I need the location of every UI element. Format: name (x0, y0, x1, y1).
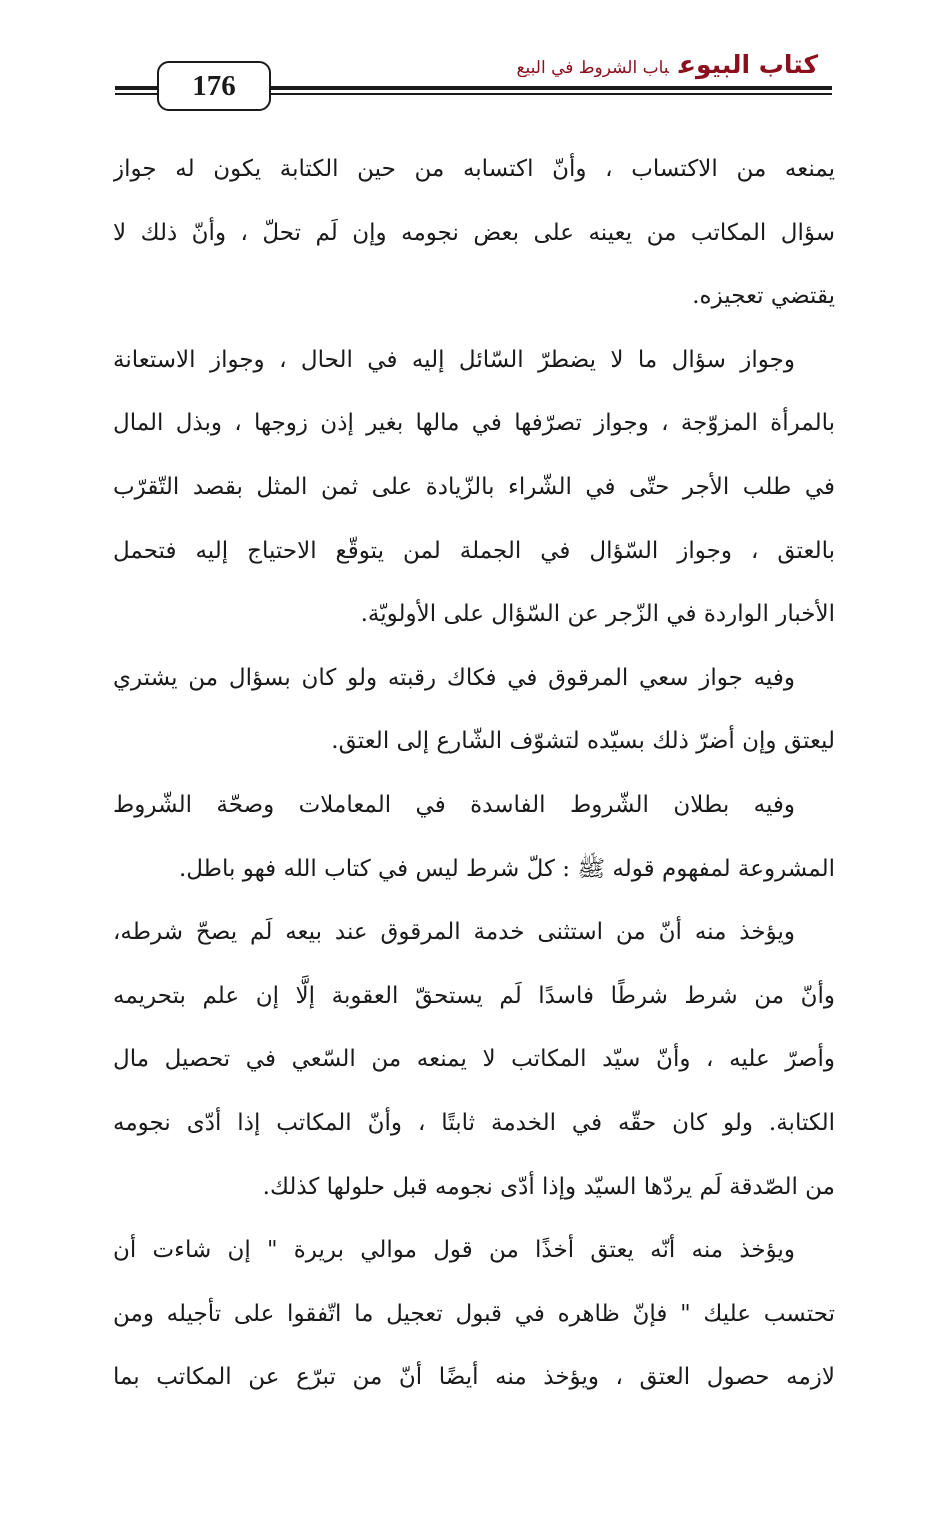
text-line: وجواز سؤال ما لا يضطرّ السّائل إليه في الحال ، وجواز الاستعانة (113, 346, 795, 373)
text-line: سؤال المكاتب من يعينه على بعض نجومه وإن لَم تحلّ ، وأنّ ذلك لا (113, 219, 835, 246)
page-number: 176 (192, 69, 236, 102)
text-line: يمنعه من الاكتساب ، وأنّ اكتسابه من حين الكتابة يكون له جواز (113, 156, 835, 182)
text-line: ليعتق وإن أضرّ ذلك بسيّده لتشوّف الشّارع إلى العتق. (331, 728, 835, 755)
text-line: من الصّدقة لَم يردّها السيّد وإذا أدّى نجومه قبل حلولها كذلك. (262, 1173, 835, 1200)
text-line: تحتسب عليك " فإنّ ظاهره في قبول تعجيل ما اتّفقوا على تأجيله ومن (113, 1300, 835, 1327)
text-line: وفيه بطلان الشّروط الفاسدة في المعاملات وصحّة الشّروط (113, 791, 795, 818)
chapter-title: باب الشروط في البيع (516, 58, 669, 78)
book-title: كتاب البيوع (678, 50, 818, 79)
body-text (113, 138, 835, 1410)
text-line: لازمه حصول العتق ، ويؤخذ منه أيضًا أنّ من تبرّع عن المكاتب بما (113, 1364, 835, 1391)
text-line: وأصرّ عليه ، وأنّ سيّد المكاتب لا يمنعه من السّعي في تحصيل مال (113, 1046, 835, 1073)
text-line: الأخبار الواردة في الزّجر عن السّؤال على الأولويّة. (360, 601, 835, 628)
text-line: في طلب الأجر حتّى في الشّراء بالزّيادة على ثمن المثل بقصد التّقرّب (113, 473, 835, 500)
text-line: الكتابة. ولو كان حقّه في الخدمة ثابتًا ، وأنّ المكاتب إذا أدّى نجومه (113, 1109, 835, 1136)
text-line: وفيه جواز سعي المرقوق في فكاك رقبته ولو كان بسؤال من يشتري (113, 664, 795, 691)
text-line: بالعتق ، وجواز السّؤال في الجملة لمن يتوقّع الاحتياج إليه فتحمل (113, 537, 835, 564)
text-line: يقتضي تعجيزه. (692, 283, 835, 310)
page-header (115, 48, 832, 112)
text-line: وأنّ من شرط شرطًا فاسدًا لَم يستحقّ العقوبة إلَّا إن علم بتحريمه (113, 982, 835, 1009)
text-line: المشروعة لمفهوم قوله ﷺ : كلّ شرط ليس في كتاب الله فهو باطل. (178, 855, 835, 882)
text-line: بالمرأة المزوّجة ، وجواز تصرّفها في مالها بغير إذن زوجها ، وبذل المال (113, 410, 835, 437)
running-title (511, 50, 825, 79)
page-number-box (157, 61, 271, 111)
text-line: ويؤخذ منه أنّه يعتق أخذًا من قول موالي بريرة " إن شاءت أن (113, 1237, 795, 1264)
text-line: ويؤخذ منه أنّ من استثنى خدمة المرقوق عند بيعه لَم يصحّ شرطه، (113, 919, 795, 946)
